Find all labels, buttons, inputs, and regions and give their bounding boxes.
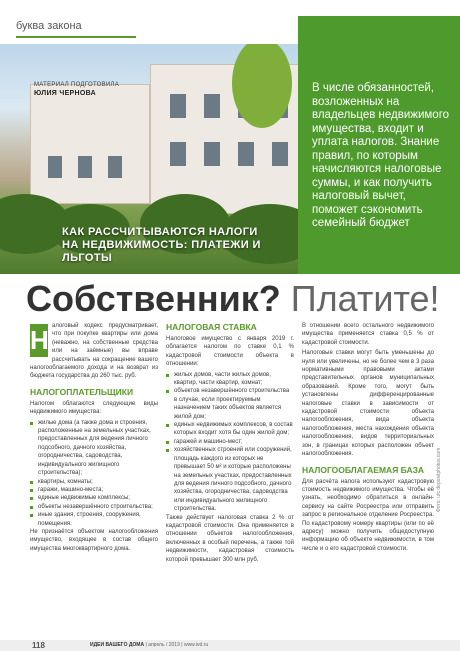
magazine-name: ИДЕИ ВАШЕГО ДОМА [90, 642, 145, 648]
paragraph: Также действует налоговая ставка 2 % от кадастровой стоимости. Она применяется в отношении объектов налогообложения, включенных в особый перечень, а также той недвижимости, кадастровая стоимость которой превышает 300 млн руб. [166, 514, 294, 563]
issue-date: апрель / 2019 [148, 642, 180, 648]
list-item: объектов незавершённого строительства в случае, если проектируемым назначением таких объектов является жилой дом; [166, 387, 294, 421]
headline-bold: Собственник? [26, 278, 281, 319]
article-column-3 [302, 322, 434, 555]
author-credit [34, 82, 119, 97]
rate-list [166, 371, 294, 514]
author-name: ЮЛИЯ ЧЕРНОВА [34, 90, 96, 97]
headline-light: Платите! [290, 278, 440, 319]
list-item: объекты незавершённого строительства; [30, 503, 158, 511]
paragraph: Для расчёта налога используют кадастровую стоимость недвижимого имущества. Чтобы её узнать, необходимо обратиться в онлайн-сервису на сайте Росреестра или отправить запрос в региональное отделение Росреестра. По кадастровому номеру квартиры (или по её адресу) можно получить общедоступную информацию об объекте недвижимости, в том числе и о его кадастровой стоимости. [302, 478, 434, 552]
list-item: единые недвижимые комплексы; [30, 494, 158, 502]
hero-title: КАК РАССЧИТЫВАЮТСЯ НАЛОГИ НА НЕДВИЖИМОСТЬ: ПЛАТЕЖИ И ЛЬГОТЫ [62, 226, 261, 264]
paragraph: В отношении всего остального недвижимого имущества применяется ставка 0,5 % от кадастровой стоимости. [302, 323, 434, 346]
article-column-2 [166, 322, 294, 566]
page-number: 118 [32, 641, 45, 650]
list-item: квартиры, комнаты; [30, 478, 158, 486]
lead-box [298, 16, 460, 274]
list-item: гаражи, машино-места; [30, 486, 158, 494]
footer-bar [0, 640, 460, 651]
headline [26, 278, 440, 320]
photo-credit: Фото: ufc.depositphotos.com [436, 447, 442, 512]
drop-cap: Н [30, 325, 49, 355]
credit-caption: МАТЕРИАЛ ПОДГОТОВИЛА [34, 82, 120, 88]
section-heading-tax-base: НАЛОГООБЛАГАЕМАЯ БАЗА [302, 464, 425, 475]
list-item: жилых домов, части жилых домов, квартир, части квартир, комнат; [166, 371, 294, 388]
paragraph: Налоговое имущество с января 2019 г. облагается налогом по ставке 0,1 % кадастровой стоимости объекта в отношении: [166, 336, 294, 368]
section-heading-tax-rate: НАЛОГОВАЯ СТАВКА [166, 322, 257, 332]
list-item: единых недвижимых комплексов, в состав которых входит хотя бы один жилой дом; [166, 421, 294, 438]
paragraph: Налоговые ставки могут быть уменьшены до нуля или увеличены, но не более чем в 3 раза нормативными правовыми актами представительных органов муниципальных образований. Кроме того, могут быть установлены дифференцированные налоговые ставки в зависимости от кадастровой стоимости объекта налогообложения, вида объекта налогообложения, места нахождения объекта налогообложения, видов территориальных зон, в границах которых расположен объект налогообложения. [302, 350, 434, 458]
list-item: гаражей и машино-мест; [166, 438, 294, 446]
list-item: иные здания, строения, сооружения, помещения. [30, 511, 158, 528]
paragraph: Налогом облагаются следующие виды недвижимого имущества: [30, 400, 158, 416]
intro-paragraph: алоговый кодекс предусматривает, что при покупке квартиры или дома (неважно, на собственные средства или на заёмные) вы вправе рассчитывать на сокращение вашего налогооблагаемого дохода и на возврат из бюджета государства до 260 тыс. руб. [30, 323, 158, 380]
section-heading-taxpayers: НАЛОГОПЛАТЕЛЬЩИКИ [30, 386, 134, 397]
footer-text: ИДЕИ ВАШЕГО ДОМА | апрель / 2019 | www.ivd.ru [90, 642, 209, 648]
lead-text: В числе обязанностей, возложенных на владельцев недвижимого имущества, входит и уплата налогов. Знание правил, по которым начисляются налоговые суммы, и как получить налоговый вычет, поможет сэкономить семейный бюджет [312, 82, 450, 229]
section-tag: буква закона [16, 20, 82, 32]
website: www.ivd.ru [183, 642, 209, 648]
list-item: хозяйственных строений или сооружений, площадь каждого из которых не превышает 50 м² и которые расположены на земельных участках, предоставленных для ведения личного подсобного, дачного хозяйства, огородничества, садоводства или индивидуального жилищного строительства. [166, 446, 294, 513]
section-divider [16, 36, 136, 38]
list-item: жилые дома (а также дома и строения, расположенные на земельных участках, предоставленных для ведения личного подсобного, дачного хозяйства, огородничества, садоводства, индивидуального жилищного строительства); [30, 419, 158, 478]
paragraph: Не признаётся объектом налогообложения имущество, входящее в состав общего имущества многоквартирного дома. [30, 528, 158, 552]
article-column-1 [30, 322, 158, 555]
property-list [30, 419, 158, 528]
